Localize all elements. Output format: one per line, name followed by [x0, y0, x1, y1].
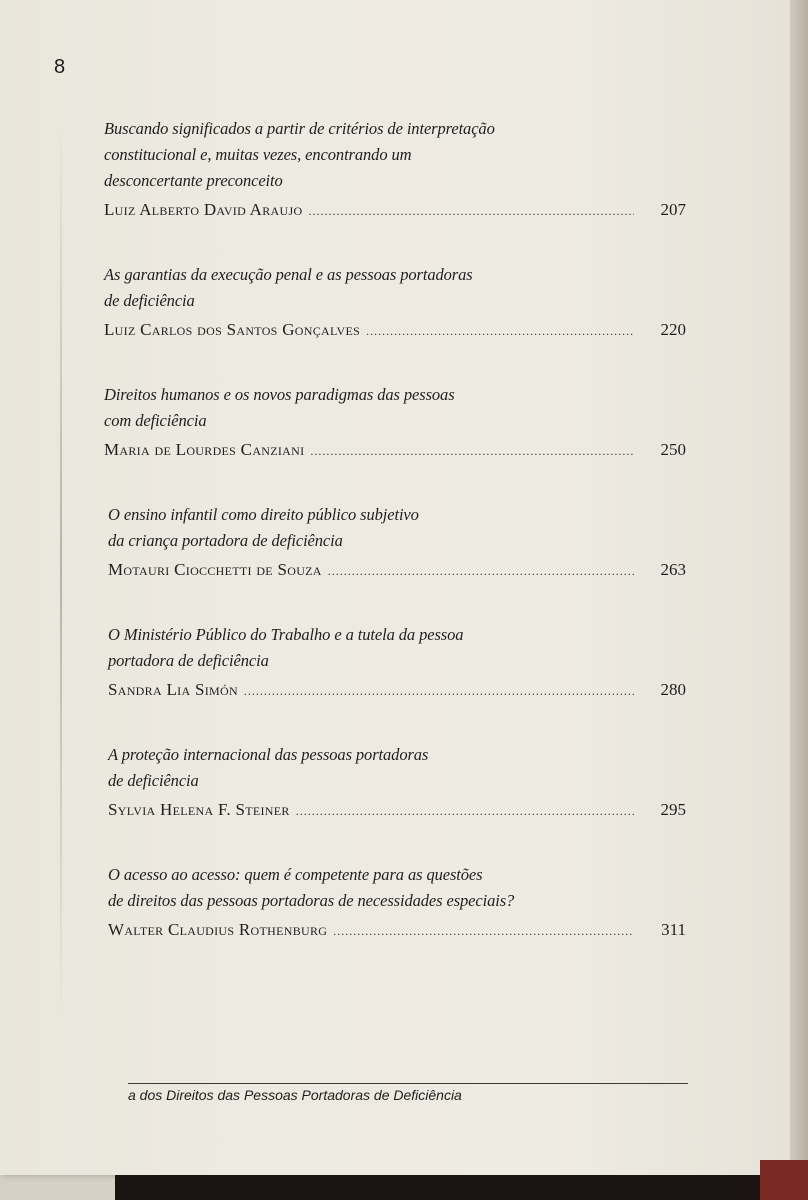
title-line: de direitos das pessoas portadoras de necessidades especiais?: [108, 891, 515, 910]
title-line: de deficiência: [108, 771, 199, 790]
title-line: portadora de deficiência: [108, 651, 269, 670]
toc-author: Luiz Carlos dos Santos Gonçalves: [104, 320, 361, 339]
toc-author-row: [108, 920, 686, 948]
toc-page-number: 250: [660, 440, 686, 459]
page-edge: [790, 0, 808, 1200]
table-of-contents: [104, 116, 686, 948]
toc-author: Sandra Lia Simón: [108, 680, 238, 699]
toc-entry: [104, 382, 686, 468]
toc-entry-title: [108, 862, 686, 914]
toc-author-row: [104, 200, 686, 228]
toc-entry: [104, 862, 686, 948]
toc-entry: [104, 742, 686, 828]
page-number: 8: [54, 56, 66, 78]
title-line: O Ministério Público do Trabalho e a tutela da pessoa: [108, 625, 464, 644]
dot-leader: [308, 204, 634, 219]
title-line: As garantias da execução penal e as pessoas portadoras: [104, 265, 473, 284]
title-line: O acesso ao acesso: quem é competente para as questões: [108, 865, 483, 884]
toc-entry-title: [104, 262, 686, 314]
toc-author: Luiz Alberto David Araujo: [104, 200, 303, 219]
toc-entry-title: [104, 382, 686, 434]
toc-page-number: 220: [660, 320, 686, 339]
toc-author-row: [104, 440, 686, 468]
toc-author-row: [108, 680, 686, 708]
footer-rule: [128, 1083, 688, 1084]
title-line: constitucional e, muitas vezes, encontrando um: [104, 145, 412, 164]
toc-page-number: 295: [660, 800, 686, 819]
toc-entry-title: [108, 502, 686, 554]
toc-entry-title: [108, 742, 686, 794]
running-footer: a dos Direitos das Pessoas Portadoras de Deficiência: [128, 1087, 462, 1103]
page-fold-line: [60, 120, 62, 1020]
toc-author: Walter Claudius Rothenburg: [108, 920, 328, 939]
title-line: O ensino infantil como direito público subjetivo: [108, 505, 419, 524]
toc-entry-title: [108, 622, 686, 674]
title-line: Buscando significados a partir de critérios de interpretação: [104, 119, 495, 138]
toc-entry: [104, 622, 686, 708]
title-line: desconcertante preconceito: [104, 171, 283, 190]
dot-leader: [333, 924, 634, 939]
toc-entry: [104, 262, 686, 348]
toc-page-number: 311: [661, 920, 686, 939]
dot-leader: [310, 444, 634, 459]
dot-leader: [328, 564, 634, 579]
toc-author: Sylvia Helena F. Steiner: [108, 800, 290, 819]
title-line: com deficiência: [104, 411, 207, 430]
dot-leader: [366, 324, 634, 339]
toc-author: Maria de Lourdes Canziani: [104, 440, 305, 459]
toc-author-row: [104, 320, 686, 348]
cover-edge-accent: [760, 1160, 808, 1200]
toc-author-row: [108, 800, 686, 828]
title-line: A proteção internacional das pessoas portadoras: [108, 745, 429, 764]
title-line: Direitos humanos e os novos paradigmas das pessoas: [104, 385, 455, 404]
toc-entry-title: [104, 116, 686, 194]
toc-author-row: [108, 560, 686, 588]
toc-page-number: 263: [660, 560, 686, 579]
toc-entry: [104, 502, 686, 588]
toc-author: Motauri Ciocchetti de Souza: [108, 560, 322, 579]
toc-entry: [104, 116, 686, 228]
dot-leader: [296, 804, 634, 819]
title-line: da criança portadora de deficiência: [108, 531, 343, 550]
cover-edge-band: [115, 1175, 808, 1200]
toc-page-number: 207: [660, 200, 686, 219]
toc-page-number: 280: [660, 680, 686, 699]
dot-leader: [244, 684, 634, 699]
title-line: de deficiência: [104, 291, 195, 310]
